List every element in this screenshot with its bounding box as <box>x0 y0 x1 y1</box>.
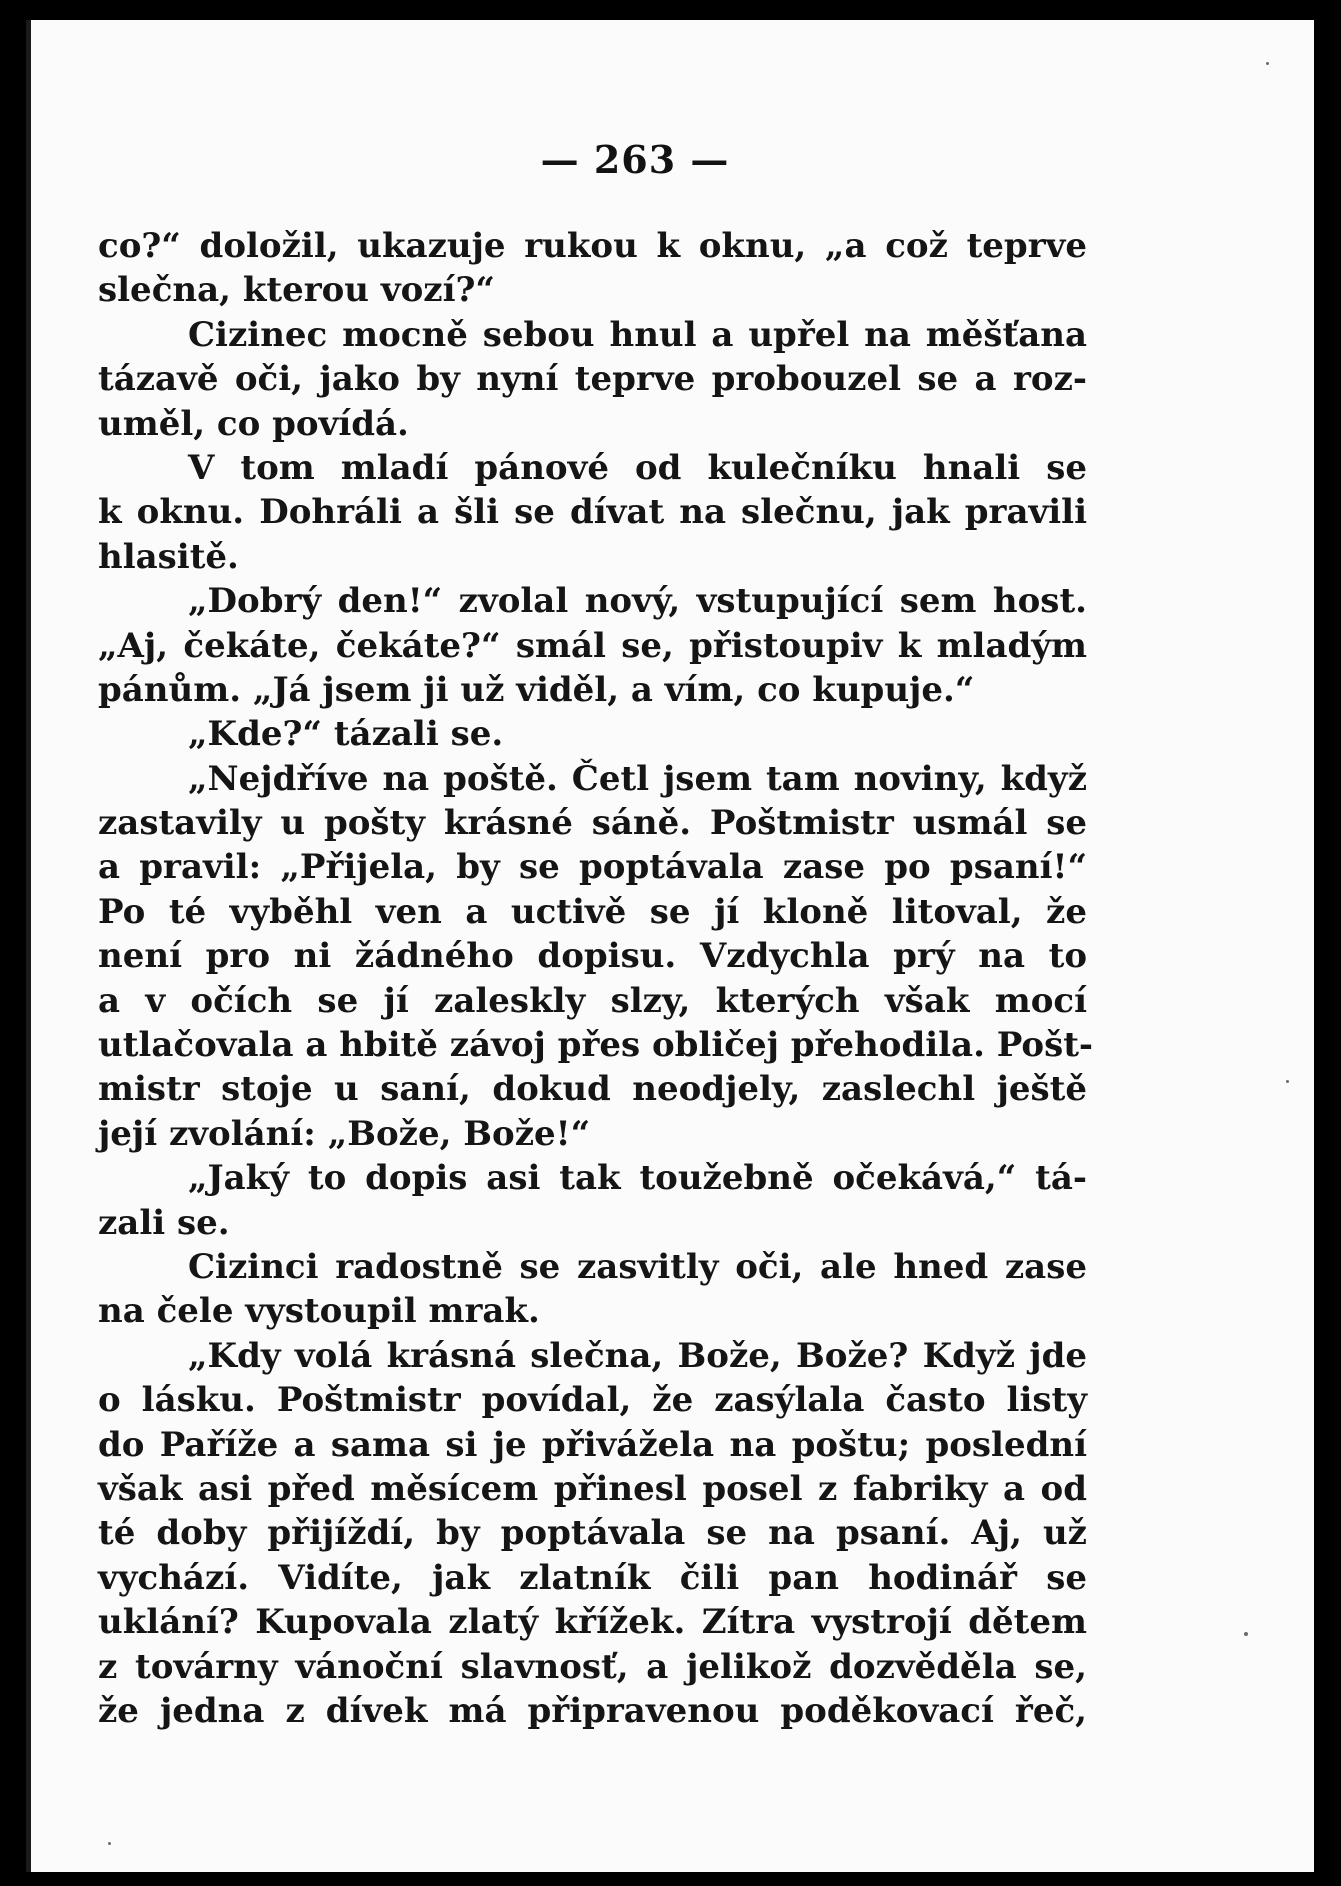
text-line: Po té vyběhl ven a uctivě se jí kloně litoval, že <box>98 891 1087 932</box>
text-line: „Kdy volá krásná slečna, Bože, Bože? Když jde <box>188 1335 1087 1376</box>
scan-speck <box>1286 1080 1289 1083</box>
text-line: zali se. <box>98 1202 230 1243</box>
text-line: V tom mladí pánové od kulečníku hnali se <box>188 447 1087 488</box>
text-line: z továrny vánoční slavnosť, a jelikož dozvěděla se, <box>98 1646 1087 1687</box>
page-number: — 263 — <box>540 137 730 182</box>
text-line: „Jaký to dopis asi tak toužebně očekává,“ tá- <box>188 1158 1087 1199</box>
text-line: Cizinec mocně sebou hnul a upřel na měšťana <box>188 314 1087 355</box>
scan-speck <box>1244 1632 1248 1636</box>
text-line: na čele vystoupil mrak. <box>98 1291 540 1332</box>
scan-speck <box>1266 62 1269 65</box>
text-line: do Paříže a sama si je přivážela na poštu; poslední <box>98 1424 1087 1465</box>
text-line: „Nejdříve na poště. Četl jsem tam noviny, když <box>188 758 1087 799</box>
text-line: její zvolání: „Bože, Bože!“ <box>98 1113 591 1154</box>
text-line: k oknu. Dohráli a šli se dívat na slečnu, jak pravili <box>98 492 1087 533</box>
text-line: vychází. Vidíte, jak zlatník čili pan hodinář se <box>98 1557 1087 1598</box>
text-line: hlasitě. <box>98 536 239 577</box>
text-line: tázavě oči, jako by nyní teprve probouzel se a roz- <box>98 359 1087 400</box>
text-line: „Aj, čekáte, čekáte?“ smál se, přistoupiv k mladým <box>98 625 1087 666</box>
page-edge-shadow <box>26 20 31 1872</box>
text-line: Cizinci radostně se zasvitly oči, ale hned zase <box>188 1246 1087 1287</box>
text-line: slečna, kterou vozí?“ <box>98 270 495 311</box>
text-line: však asi před měsícem přinesl posel z fabriky a od <box>98 1468 1087 1509</box>
text-line: zastavily u pošty krásné sáně. Poštmistr usmál se <box>98 803 1087 844</box>
text-line: uměl, co povídá. <box>98 403 409 444</box>
text-line: mistr stoje u saní, dokud neodjely, zaslechl ještě <box>98 1069 1087 1110</box>
text-line: té doby přijíždí, by poptávala se na psaní. Aj, už <box>98 1513 1087 1554</box>
text-line: a pravil: „Přijela, by se poptávala zase po psaní!“ <box>98 847 1087 888</box>
text-line: a v očích se jí zaleskly slzy, kterých však mocí <box>98 980 1087 1021</box>
text-line: „Dobrý den!“ zvolal nový, vstupující sem host. <box>188 581 1087 622</box>
book-page <box>26 20 1314 1872</box>
text-line: pánům. „Já jsem ji už viděl, a vím, co kupuje.“ <box>98 669 975 710</box>
text-line: že jedna z dívek má připravenou poděkovací řeč, <box>98 1690 1087 1731</box>
text-line: není pro ni žádného dopisu. Vzdychla prý na to <box>98 936 1087 977</box>
scan-speck <box>108 1842 111 1845</box>
text-line: utlačovala a hbitě závoj přes obličej přehodila. Pošt- <box>98 1025 1094 1066</box>
text-line: co?“ doložil, ukazuje rukou k oknu, „a což teprve <box>98 226 1087 266</box>
text-line: „Kde?“ tázali se. <box>188 714 504 755</box>
text-line: uklání? Kupovala zlatý křížek. Zítra vystrojí dětem <box>98 1602 1087 1643</box>
body-text <box>98 224 1094 1733</box>
text-line: o lásku. Poštmistr povídal, že zasýlala často listy <box>98 1380 1087 1421</box>
